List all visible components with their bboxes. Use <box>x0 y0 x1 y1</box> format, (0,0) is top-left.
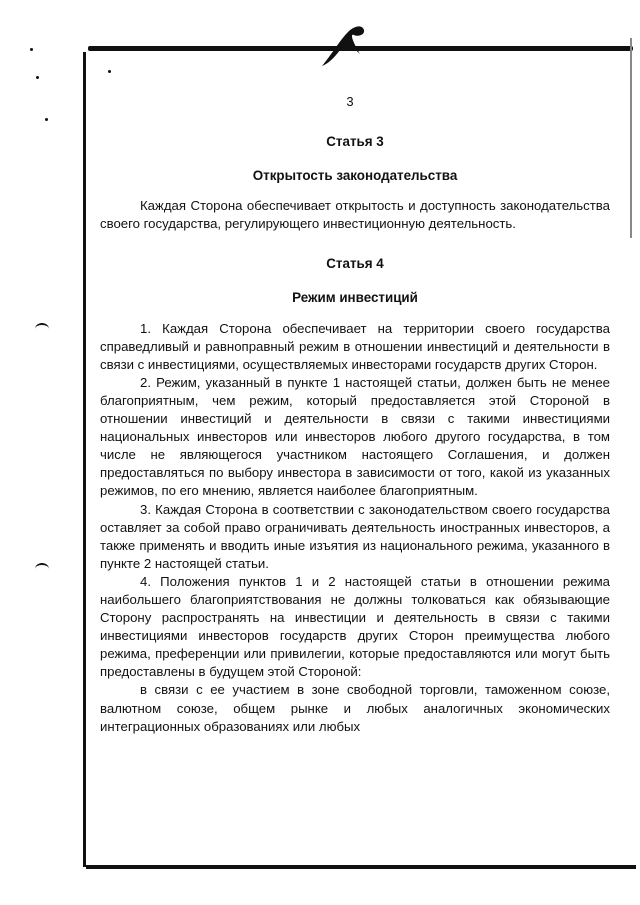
scan-speck <box>30 48 33 51</box>
page-number: 3 <box>346 94 354 109</box>
article-4-subtitle: Режим инвестиций <box>292 290 418 306</box>
article-3-paragraph: Каждая Сторона обеспечивает открытость и доступность законодательства своего государства, регулирующего инвестиционную деятельность. <box>100 198 610 232</box>
page-border-bottom <box>86 865 636 869</box>
page-border-right <box>630 38 632 238</box>
binder-hole-mark <box>35 323 49 335</box>
document-body <box>100 133 610 736</box>
article-4-clause-1: 1. Каждая Сторона обеспечивает на территории своего государства справедливый и равноправный режим в отношении инвестиций и деятельности в связи с инвестициями, осуществляемых инвесторами государств других Сторон. <box>100 320 610 372</box>
article-3-title: Статья 3 <box>326 134 384 149</box>
article-4-clause-2: 2. Режим, указанный в пункте 1 настоящей статьи, должен быть не менее благоприятным, чем режим, который предоставляется этой Стороной в отношении инвестиций и деятельности в связи с такими инвестициями национальных инвесторов или инвесторов любого другого государства, в том числе не являющегося участником настоящего Соглашения, и должен предоставляться по выбору инвестора в зависимости от того, какой из указанных режимов, по его мнению, является наиболее благоприятным. <box>100 374 610 499</box>
scan-speck <box>108 70 111 73</box>
page-border-left <box>83 52 86 867</box>
signature-mark <box>318 20 370 72</box>
article-4-title: Статья 4 <box>326 256 384 272</box>
scan-speck <box>36 76 39 79</box>
binder-hole-mark <box>35 563 49 575</box>
article-4-clause-4: 4. Положения пунктов 1 и 2 настоящей статьи в отношении режима наибольшего благоприятствования не должны толковаться как обязывающие Сторону распространять на инвестиции и деятельность в связи с такими инвестициями инвесторов государств других Сторон преимущества любого режима, преференции или привилегии, которые предоставляются или могут быть предоставлены в будущем этой Стороной: <box>100 573 610 680</box>
article-4-clause-4-item: в связи с ее участием в зоне свободной торговли, таможенном союзе, валютном союзе, общем рынке и любых аналогичных экономических интеграционных образованиях или любых <box>100 682 610 734</box>
scan-speck <box>45 118 48 121</box>
article-3-subtitle: Открытость законодательства <box>252 168 458 184</box>
article-4-clause-3: 3. Каждая Сторона в соответствии с законодательством своего государства оставляет за собой право ограничивать деятельность иностранных инвесторов, а также применять и вводить иные изъятия из национального режима, указанного в пункте 2 настоящей статьи. <box>100 501 610 571</box>
